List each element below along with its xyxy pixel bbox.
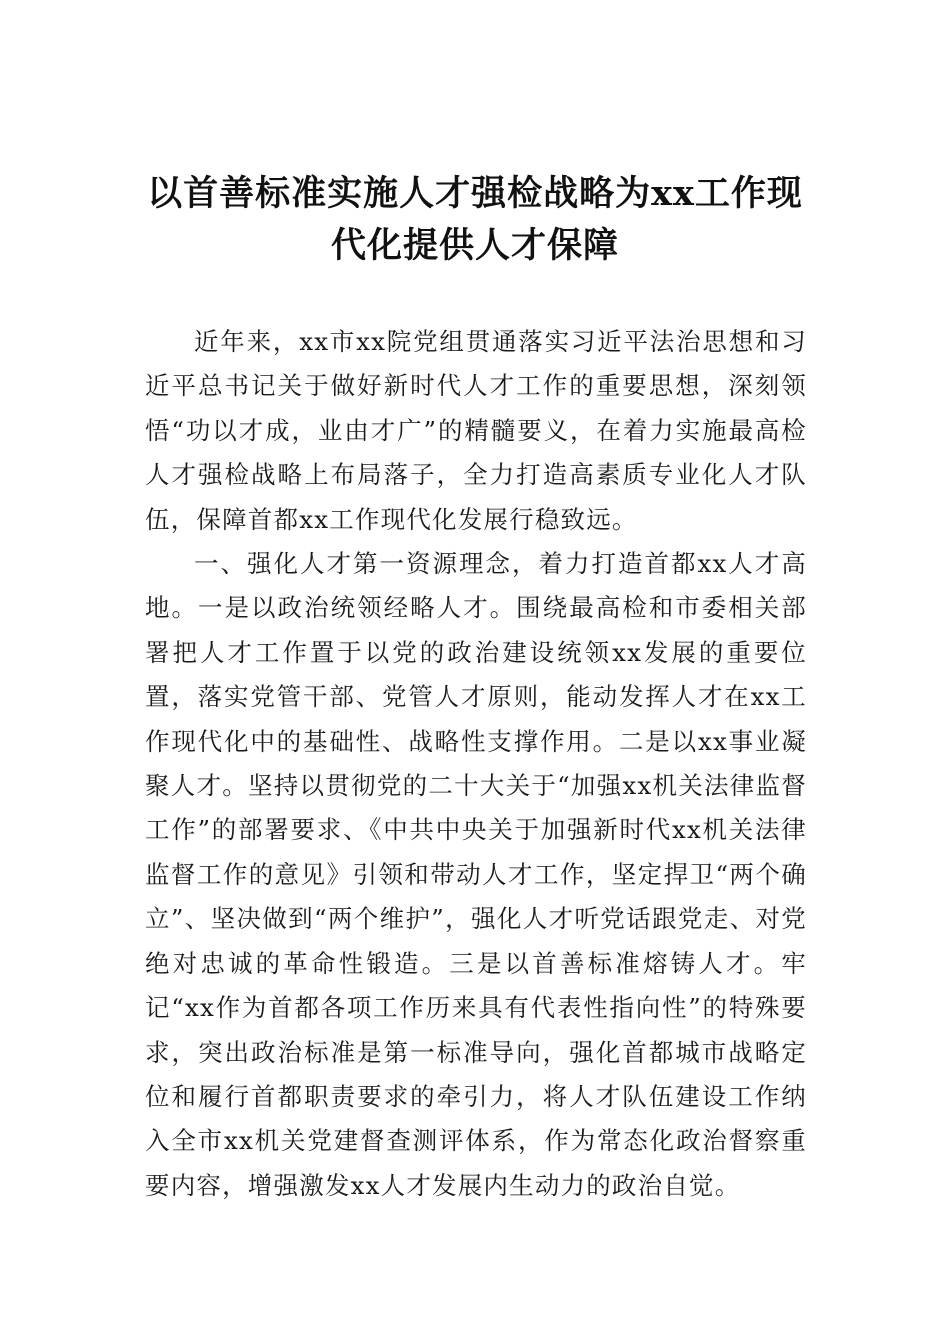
document-title [145,168,805,272]
title-line-2: 代化提供人才保障 [330,225,619,266]
title-line-1: 以首善标准实施人才强检战略为xx工作现 [147,173,803,214]
paragraph-intro: 近年来，xx市xx院党组贯通落实习近平法治思想和习近平总书记关于做好新时代人才工作的重要思想，深刻领悟“功以才成，业由才广”的精髓要义，在着力实施最高检人才强检战略上布局落子，全力打造高素质专业化人才队伍，保障首都xx工作现代化发展行稳致远。 [145,327,807,534]
paragraph-section-1: 一、强化人才第一资源理念，着力打造首都xx人才高地。一是以政治统领经略人才。围绕最高检和市委相关部署把人才工作置于以党的政治建设统领xx发展的重要位置，落实党管干部、党管人才原则，能动发挥人才在xx工作现代化中的基础性、战略性支撑作用。二是以xx事业凝聚人才。坚持以贯彻党的二十大关于“加强xx机关法律监督工作”的部署要求、《中共中央关于加强新时代xx机关法律监督工作的意见》引领和带动人才工作，坚定捍卫“两个确立”、坚决做到“两个维护”，强化人才听党话跟党走、对党绝对忠诚的革命性锻造。三是以首善标准熔铸人才。牢记“xx作为首都各项工作历来具有代表性指向性”的特殊要求，突出政治标准是第一标准导向，强化首都城市战略定位和履行首都职责要求的牵引力，将人才队伍建设工作纳入全市xx机关党建督查测评体系，作为常态化政治督察重要内容，增强激发xx人才发展内生动力的政治自觉。 [145,549,807,1200]
document-body [145,320,807,1208]
